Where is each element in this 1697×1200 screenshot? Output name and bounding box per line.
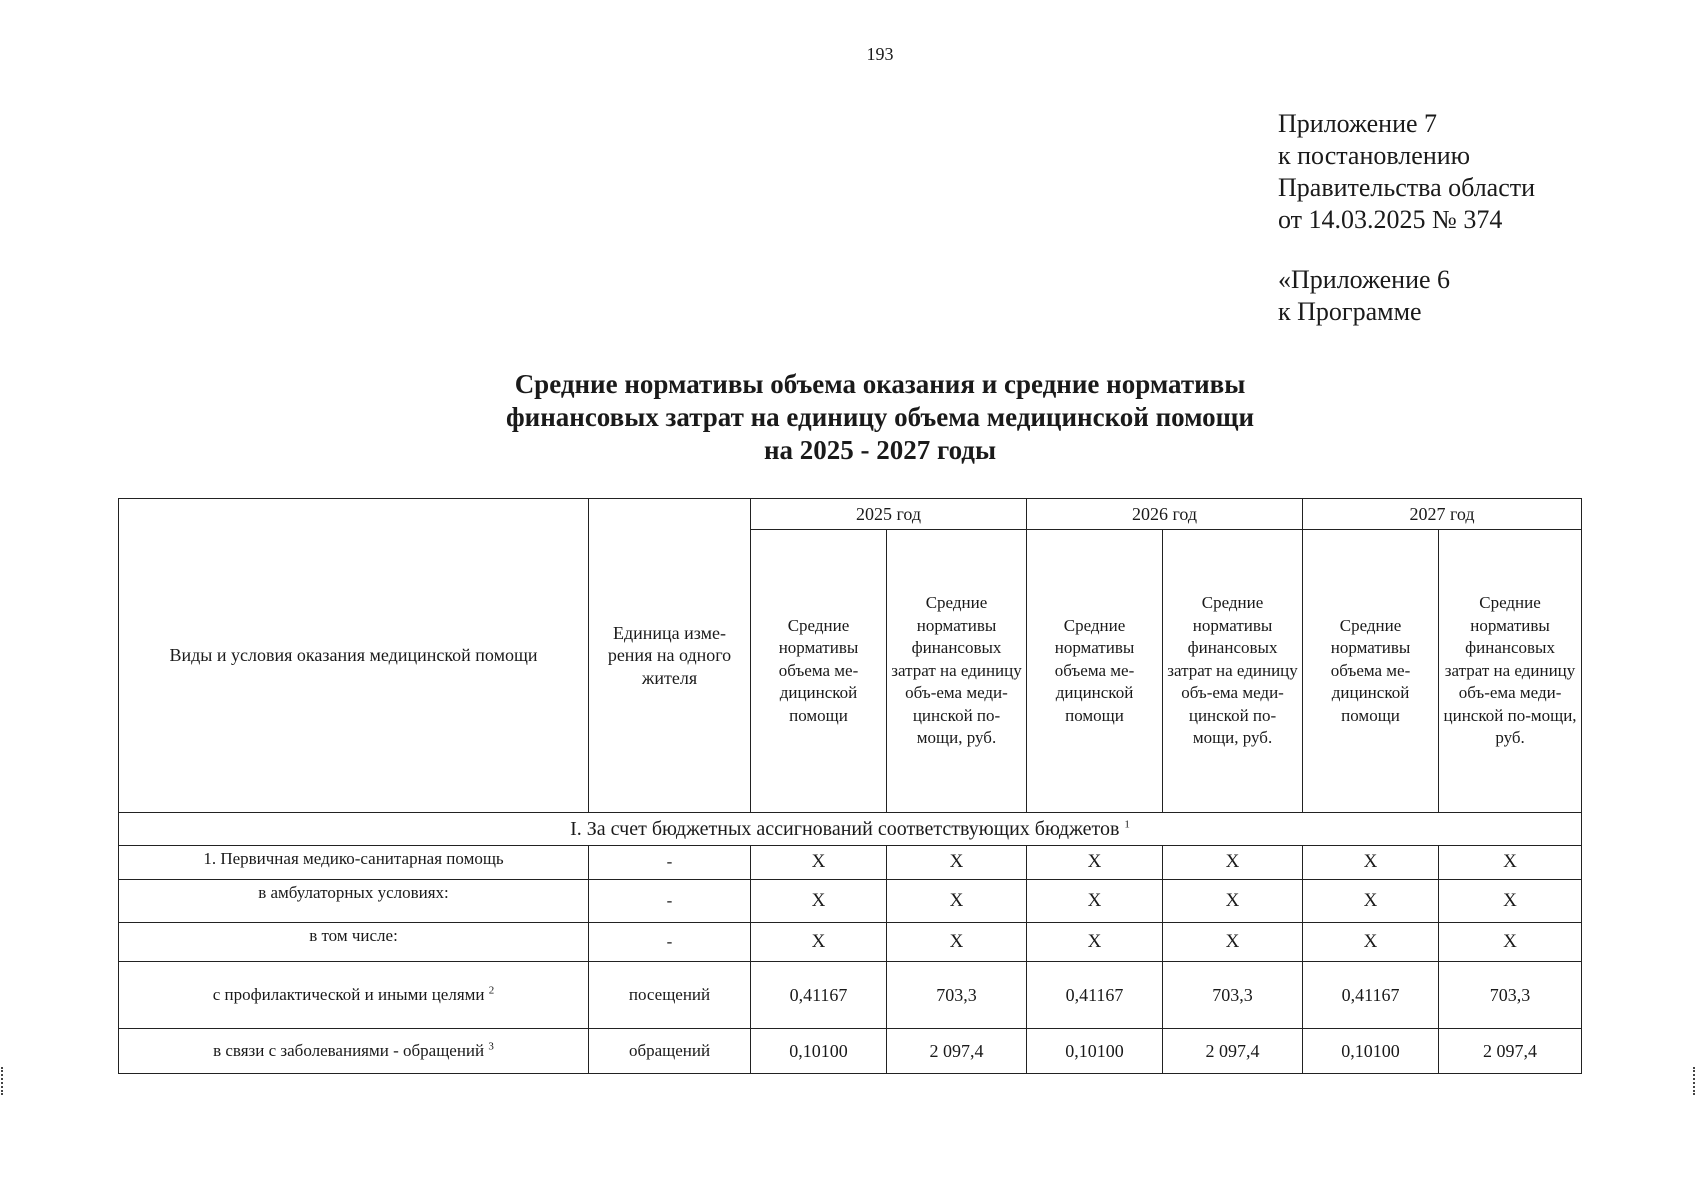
value-cell: Х — [1027, 880, 1163, 923]
value-cell: 0,10100 — [751, 1029, 887, 1074]
header-year: 2027 год — [1303, 499, 1582, 530]
value-cell: Х — [887, 923, 1027, 962]
header-volume: Средние нормативы объема ме-дицинской помощи — [751, 530, 887, 813]
row-name-cell — [119, 923, 589, 962]
value-cell: Х — [751, 880, 887, 923]
value-cell: Х — [887, 846, 1027, 880]
row-name: с профилактической и иными целями — [212, 984, 485, 1004]
value-cell: Х — [1439, 846, 1582, 880]
title-line: Средние нормативы объема оказания и средние нормативы — [514, 369, 1246, 399]
margin-mark — [1, 1067, 5, 1095]
value-cell: 0,41167 — [1027, 962, 1163, 1029]
value-cell: Х — [1027, 846, 1163, 880]
title-line: на 2025 - 2027 годы — [763, 435, 997, 465]
value-cell: 703,3 — [1439, 962, 1582, 1029]
value-cell: Х — [751, 846, 887, 880]
page-number: 193 — [866, 44, 894, 64]
value-cell: 703,3 — [1163, 962, 1303, 1029]
value-cell: 2 097,4 — [1439, 1029, 1582, 1074]
value-cell: Х — [1163, 923, 1303, 962]
norms-table — [118, 498, 1582, 1074]
row-name: в связи с заболеваниями - обращений — [213, 1040, 485, 1060]
table-row — [119, 880, 1582, 923]
title-line: финансовых затрат на единицу объема медицинской помощи — [505, 402, 1255, 432]
row-name-cell — [119, 846, 589, 880]
appendix-gap — [1278, 236, 1688, 264]
value-cell: 2 097,4 — [887, 1029, 1027, 1074]
footnote-mark: 1 — [1124, 818, 1130, 831]
value-cell: 703,3 — [887, 962, 1027, 1029]
footnote-mark: 3 — [488, 1040, 494, 1053]
header-cost: Средние нормативы финансовых затрат на единицу объ-ема меди-цинской по-мощи, руб. — [1439, 530, 1582, 813]
header-volume: Средние нормативы объема ме-дицинской помощи — [1303, 530, 1439, 813]
value-cell: Х — [1163, 880, 1303, 923]
value-cell: Х — [1439, 923, 1582, 962]
value-cell: 0,41167 — [751, 962, 887, 1029]
appendix-line: Приложение 7 — [1278, 109, 1438, 138]
row-name: в том числе: — [309, 926, 398, 945]
value-cell: 0,10100 — [1027, 1029, 1163, 1074]
header-year: 2026 год — [1027, 499, 1303, 530]
row-name-cell — [119, 1029, 589, 1074]
value-cell: 0,10100 — [1303, 1029, 1439, 1074]
row-unit: - — [589, 846, 751, 880]
appendix-line: к Программе — [1278, 297, 1422, 326]
header-cost: Средние нормативы финансовых затрат на единицу объ-ема меди-цинской по-мощи, руб. — [887, 530, 1027, 813]
value-cell: 2 097,4 — [1163, 1029, 1303, 1074]
section-label: I. За счет бюджетных ассигнований соответствующих бюджетов — [570, 817, 1120, 840]
header-kind: Виды и условия оказания медицинской помощи — [119, 499, 589, 813]
value-cell: Х — [1439, 880, 1582, 923]
value-cell: Х — [1303, 880, 1439, 923]
value-cell: Х — [1163, 846, 1303, 880]
row-name: в амбулаторных условиях: — [258, 883, 449, 902]
appendix-line: Правительства области — [1278, 173, 1536, 202]
row-unit: обращений — [589, 1029, 751, 1074]
margin-mark — [1693, 1067, 1697, 1095]
row-name-cell — [119, 962, 589, 1029]
table-row — [119, 1029, 1582, 1074]
year-header-row — [119, 499, 1582, 530]
header-volume: Средние нормативы объема ме-дицинской помощи — [1027, 530, 1163, 813]
value-cell: Х — [751, 923, 887, 962]
table-row — [119, 846, 1582, 880]
value-cell: Х — [1303, 846, 1439, 880]
header-year: 2025 год — [751, 499, 1027, 530]
document-title — [420, 368, 1340, 467]
row-unit: - — [589, 880, 751, 923]
table-row — [119, 962, 1582, 1029]
value-cell: Х — [1303, 923, 1439, 962]
value-cell: Х — [887, 880, 1027, 923]
section-row — [119, 813, 1582, 846]
row-unit: посещений — [589, 962, 751, 1029]
appendix-line: к постановлению — [1278, 141, 1471, 170]
value-cell: Х — [1027, 923, 1163, 962]
appendix-line: от 14.03.2025 № 374 — [1278, 205, 1503, 234]
row-name: 1. Первичная медико-санитарная помощь — [203, 849, 504, 868]
table-row — [119, 923, 1582, 962]
header-unit: Единица изме-рения на одного жителя — [589, 499, 751, 813]
row-unit: - — [589, 923, 751, 962]
header-cost: Средние нормативы финансовых затрат на единицу объ-ема меди-цинской по-мощи, руб. — [1163, 530, 1303, 813]
appendix-line: «Приложение 6 — [1278, 265, 1451, 294]
row-name-cell — [119, 880, 589, 923]
value-cell: 0,41167 — [1303, 962, 1439, 1029]
section-cell — [119, 813, 1582, 846]
appendix-header — [1278, 108, 1688, 328]
footnote-mark: 2 — [488, 984, 495, 997]
